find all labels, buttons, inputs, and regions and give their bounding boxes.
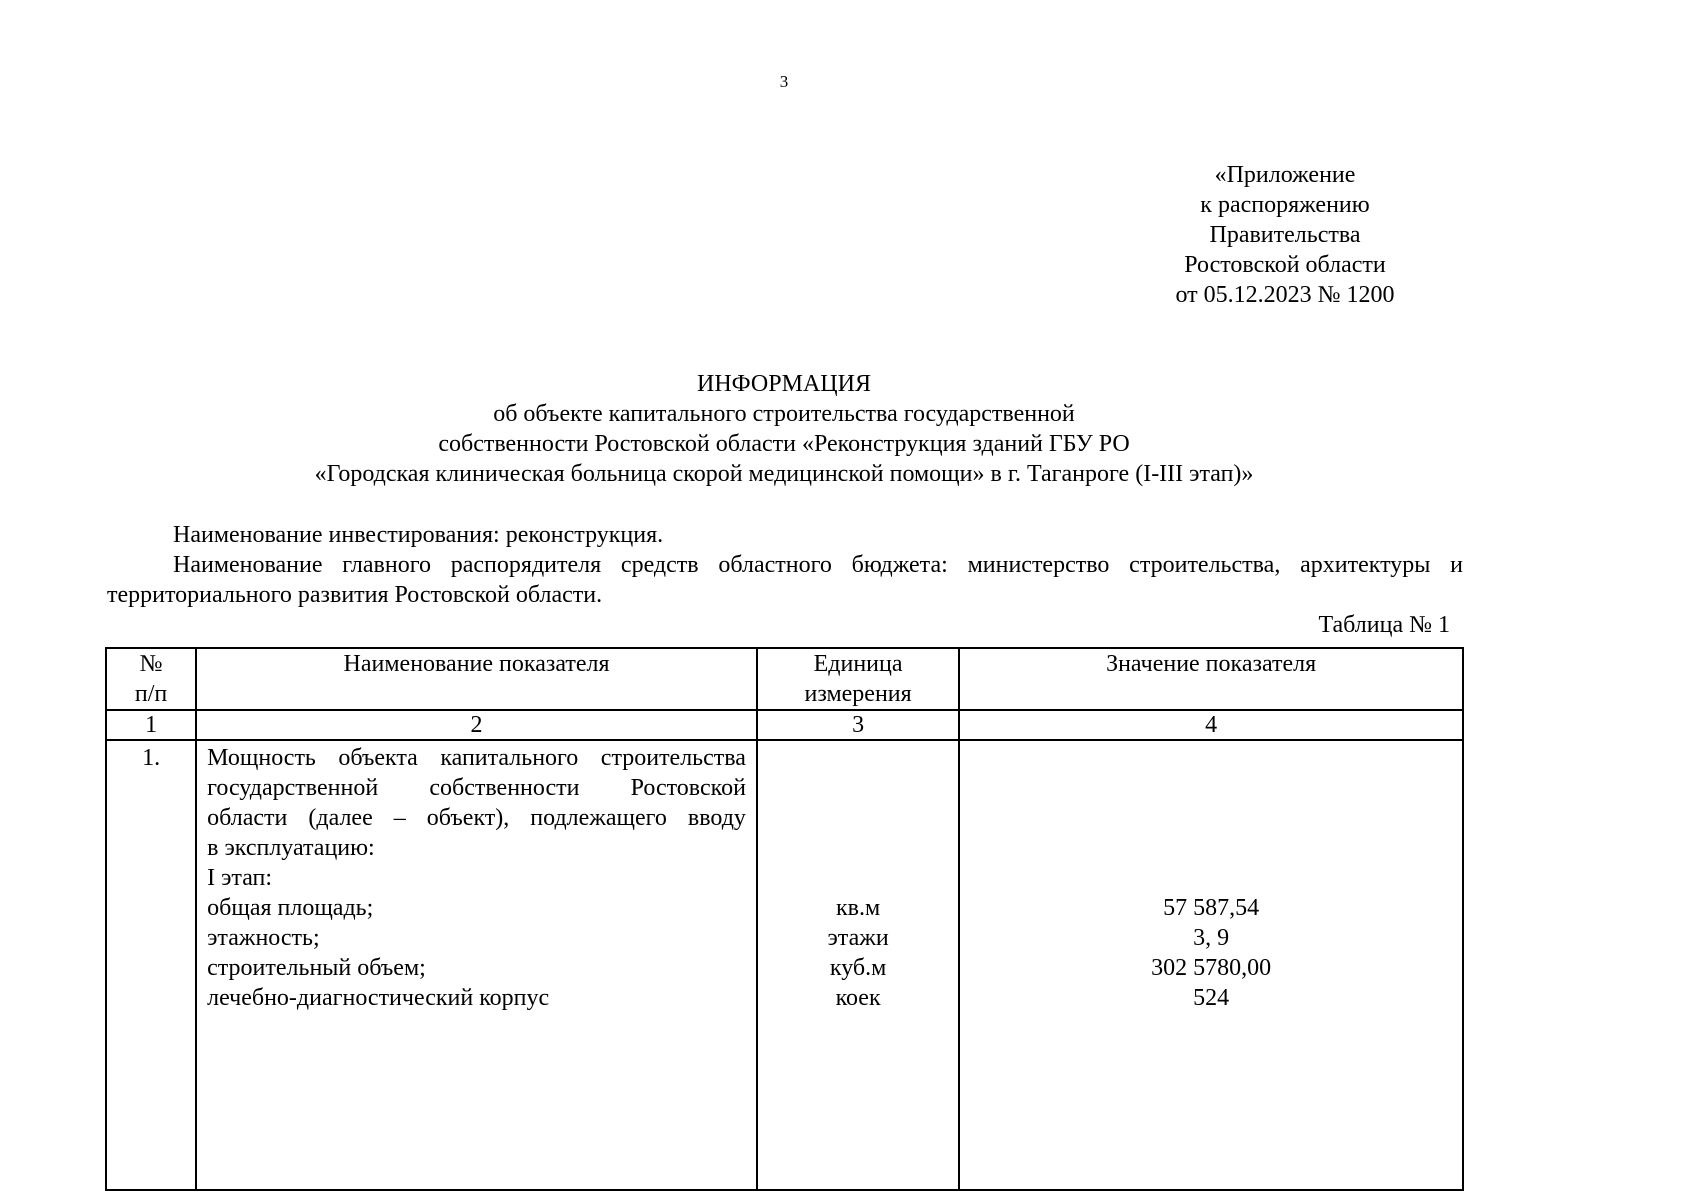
appendix-line: Правительства [1209, 222, 1361, 248]
description-line: области (далее – объект), подлежащего вводу [207, 805, 746, 831]
header-indicator [196, 648, 757, 710]
appendix-block [1120, 160, 1450, 310]
header-num [106, 648, 196, 710]
header-value [959, 648, 1463, 710]
investment-text: Наименование инвестирования: реконструкция. [173, 522, 664, 548]
title-heading: ИНФОРМАЦИЯ [697, 371, 871, 397]
appendix-line: к распоряжению [1200, 192, 1370, 218]
title-line: об объекте капитального строительства государственной [493, 401, 1075, 427]
header-num-line: п/п [134, 681, 168, 707]
title-line: собственности Ростовской области «Реконструкция зданий ГБУ РО [438, 431, 1130, 457]
item-value: 302 5780,00 [1151, 955, 1272, 981]
appendix-line: «Приложение [1214, 162, 1356, 188]
item-value: 3, 9 [1193, 925, 1230, 951]
item-value: 524 [1193, 985, 1230, 1011]
table-caption: Таблица № 1 [1318, 612, 1450, 638]
item-value: 57 587,54 [1163, 895, 1260, 921]
column-number: 2 [196, 710, 757, 740]
manager-text: Наименование главного распорядителя средств областного бюджета: министерство строительства, архитектуры и территориального развития Ростовской области. [107, 552, 1463, 608]
title-line: «Городская клиническая больница скорой медицинской помощи» в г. Таганроге (I-III этап)» [314, 461, 1254, 487]
row-units [757, 740, 959, 1190]
column-numbers-row [106, 710, 1463, 740]
appendix-line: от 05.12.2023 № 1200 [1175, 282, 1395, 308]
item-unit: коек [835, 985, 881, 1011]
row-values [959, 740, 1463, 1190]
item-name: лечебно-диагностический корпус [207, 985, 550, 1011]
header-num-line: № [139, 651, 163, 677]
item-name: этажность; [207, 925, 320, 951]
description-line: государственной собственности Ростовской [207, 775, 746, 801]
description-line: Мощность объекта капитального строительства [207, 745, 746, 771]
header-unit [757, 648, 959, 710]
row-number: 1. [106, 740, 196, 1190]
item-unit: куб.м [829, 955, 887, 981]
column-number: 3 [757, 710, 959, 740]
item-name: общая площадь; [207, 895, 374, 921]
stage-label: I этап: [207, 865, 273, 891]
table-row [106, 740, 1463, 1190]
header-indicator-text: Наименование показателя [343, 651, 610, 677]
description-line: в эксплуатацию: [207, 835, 375, 861]
item-unit: этажи [827, 925, 889, 951]
page-number: 3 [779, 72, 789, 91]
table-header-row [106, 648, 1463, 710]
column-number: 1 [106, 710, 196, 740]
header-unit-line: Единица [813, 651, 903, 677]
header-unit-line: измерения [804, 681, 912, 707]
manager-paragraph [107, 550, 1463, 610]
investment-paragraph [107, 520, 1463, 550]
document-title [0, 369, 1568, 489]
indicators-table [105, 647, 1464, 1191]
appendix-line: Ростовской области [1184, 252, 1386, 278]
row-description [196, 740, 757, 1190]
column-number: 4 [959, 710, 1463, 740]
header-value-text: Значение показателя [1106, 651, 1317, 677]
item-unit: кв.м [835, 895, 881, 921]
item-name: строительный объем; [207, 955, 426, 981]
